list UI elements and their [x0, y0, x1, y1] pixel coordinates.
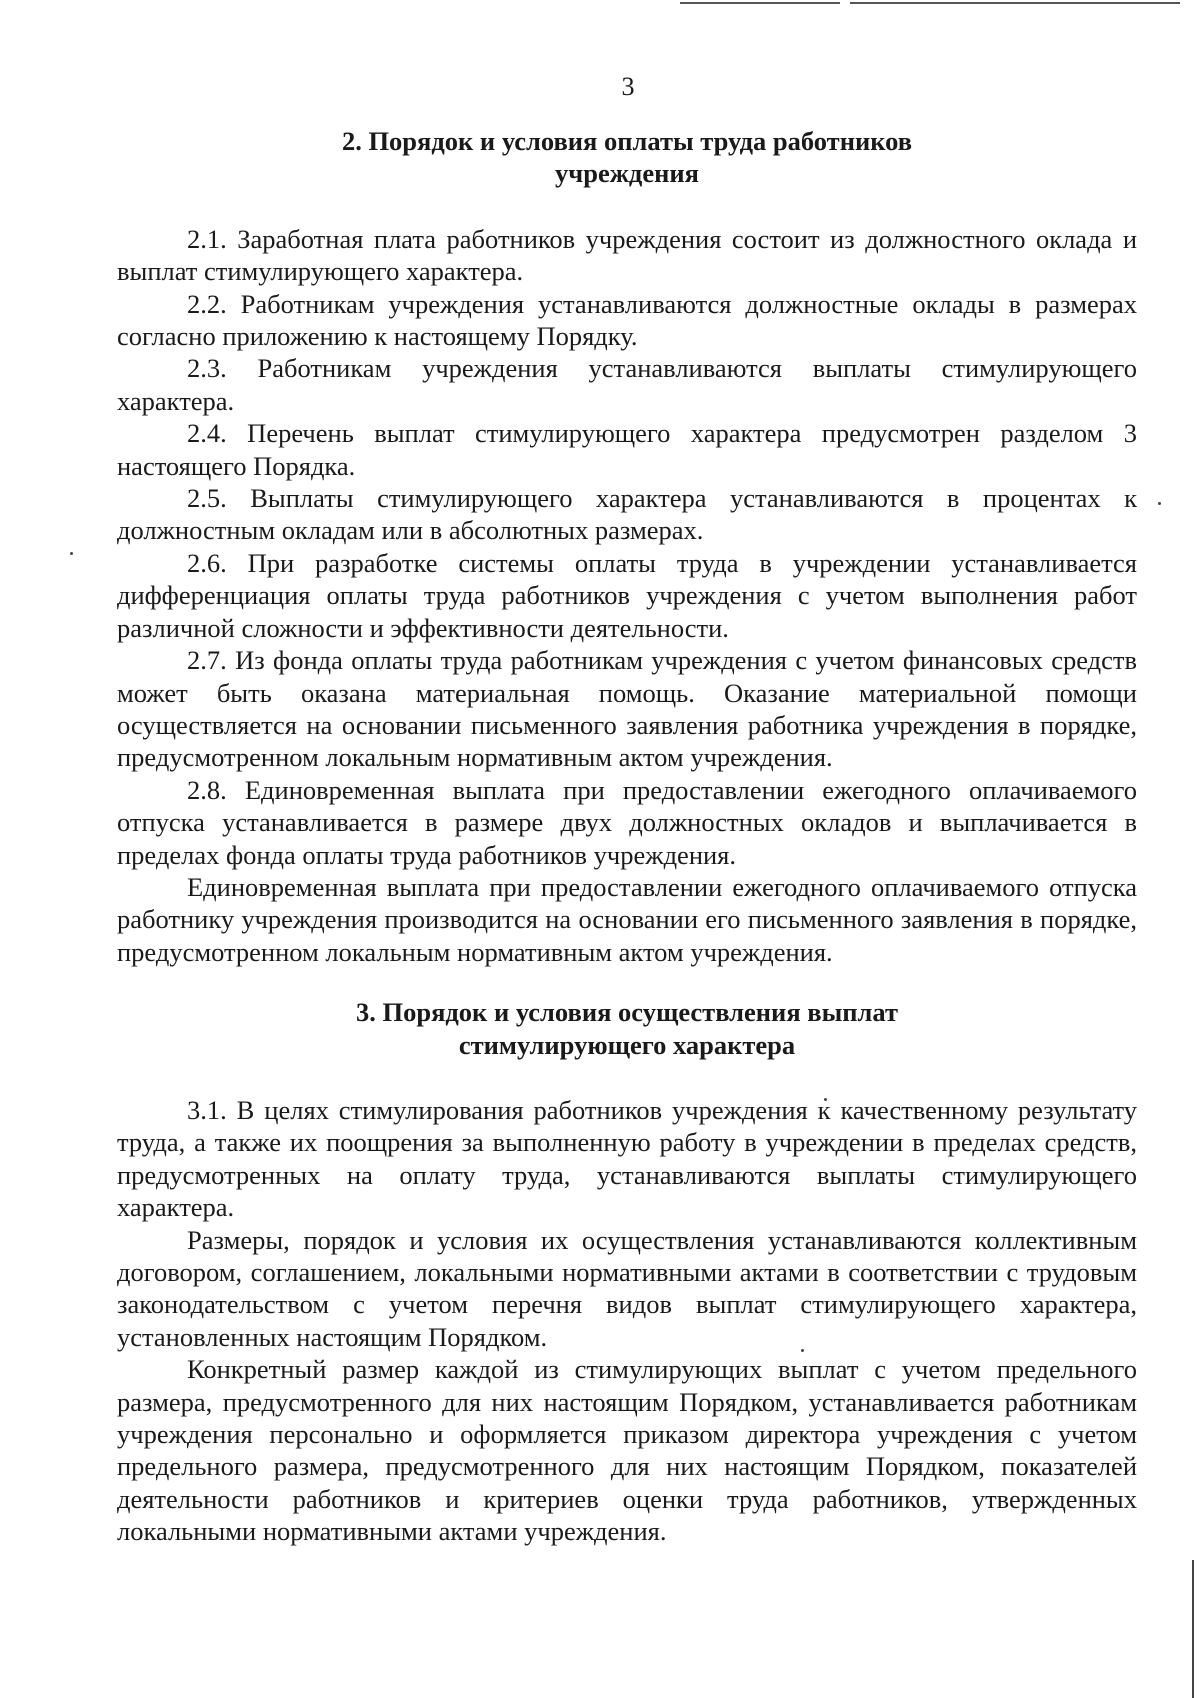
scan-edge-line: [680, 2, 840, 4]
scan-edge-line: [850, 2, 1180, 4]
paragraph-3-1-specific-size: Конкретный размер каждой из стимулирующих выплат с учетом предельного размера, предусмотренного для них настоящим Порядком, устанавливается работникам учреждения персонально и оформляется приказом директора учреждения с учетом предельного размера, предусмотренного для них настоящим Порядком, показателей деятельности работников и критериев оценки труда работников, утвержденных локальными нормативными актами учреждения.: [117, 1354, 1137, 1547]
scan-edge-line: [1192, 1560, 1194, 1698]
scan-speck: [70, 552, 73, 555]
paragraph-2-7: 2.7. Из фонда оплаты труда работникам учреждения с учетом финансовых средств может быть оказана материальная помощь. Оказание материальной помощи осуществляется на основании письменного заявления работника учреждения в порядке, предусмотренном локальным нормативным актом учреждения.: [117, 645, 1137, 773]
scan-speck: [1158, 502, 1161, 505]
section-3-heading-line-2: стимулирующего характера: [458, 1029, 796, 1060]
section-2-heading-line-1: 2. Порядок и условия оплаты труда работников: [341, 126, 913, 156]
document-body: [117, 125, 1137, 1548]
section-2-heading-line-2: учреждения: [555, 158, 699, 189]
paragraph-3-1-sizes: Размеры, порядок и условия их осуществления устанавливаются коллективным договором, соглашением, локальными нормативными актами в соответствии с трудовым законодательством с учетом перечня видов выплат стимулирующего характера, установленных настоящим Порядком.: [117, 1224, 1137, 1352]
paragraph-2-1: 2.1. Заработная плата работников учреждения состоит из должностного оклада и выплат стимулирующего характера.: [117, 223, 1137, 287]
paragraph-2-8-continued: Единовременная выплата при предоставлении ежегодного оплачиваемого отпуска работнику учреждения производится на основании его письменного заявления в порядке, предусмотренном локальным нормативным актом учреждения.: [117, 871, 1137, 967]
paragraph-2-4: 2.4. Перечень выплат стимулирующего характера предусмотрен разделом 3 настоящего Порядка.: [117, 418, 1137, 481]
section-3-heading-line-1: 3. Порядок и условия осуществления выплат: [355, 997, 899, 1028]
paragraph-2-8: 2.8. Единовременная выплата при предоставлении ежегодного оплачиваемого отпуска устанавливается в размере двух должностных окладов и выплачивается в пределах фонда оплаты труда работников учреждения.: [117, 774, 1137, 870]
paragraph-2-5: 2.5. Выплаты стимулирующего характера устанавливаются в процентах к должностным окладам или в абсолютных размерах.: [117, 483, 1137, 546]
section-3-heading: [117, 996, 1137, 1061]
section-2-heading: [117, 125, 1137, 190]
paragraph-3-1: 3.1. В целях стимулирования работников учреждения к качественному результату труда, а также их поощрения за выполненную работу в учреждении в пределах средств, предусмотренных на оплату труда, устанавливаются выплаты стимулирующего характера.: [117, 1094, 1137, 1223]
paragraph-2-6: 2.6. При разработке системы оплаты труда в учреждении устанавливается дифференциация оплаты труда работников учреждения с учетом выполнения работ различной сложности и эффективности деятельности.: [117, 547, 1137, 643]
paragraph-2-3: 2.3. Работникам учреждения устанавливаются выплаты стимулирующего характера.: [117, 353, 1137, 416]
page-number: 3: [621, 72, 635, 101]
paragraph-2-2: 2.2. Работникам учреждения устанавливаются должностные оклады в размерах согласно приложению к настоящему Порядку.: [117, 288, 1137, 352]
